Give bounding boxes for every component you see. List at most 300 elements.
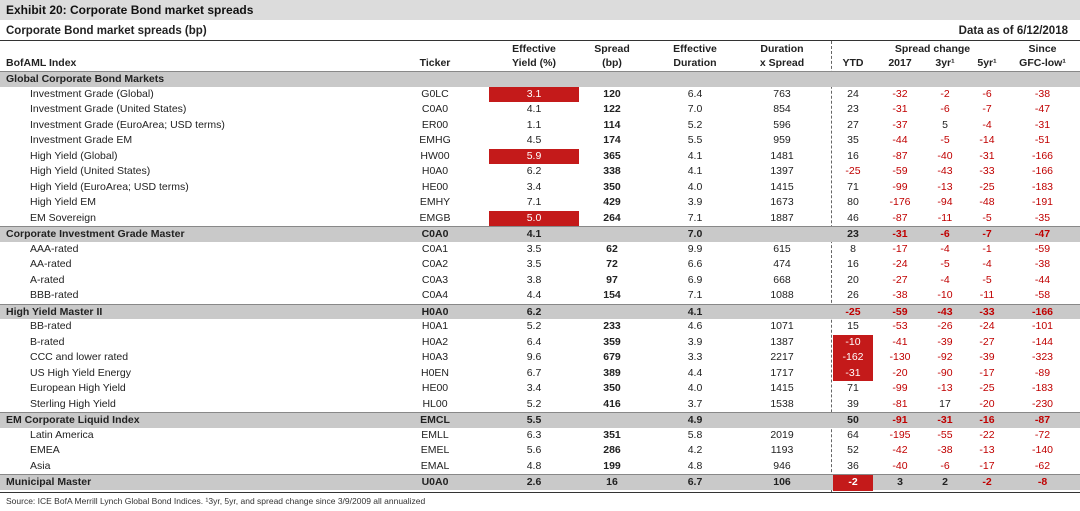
cell-s2017: -27: [892, 273, 908, 286]
cell-s5yr: -39: [979, 351, 995, 363]
header-dxs-line2: x Spread: [759, 57, 805, 69]
cell-s2017: -81: [892, 397, 908, 410]
cell-duration: 5.8: [687, 428, 703, 441]
cell-spread: [580, 227, 644, 243]
cell-yield: 4.1: [526, 103, 542, 115]
cell-s3yr: -39: [937, 335, 953, 348]
cell-duration: 4.1: [687, 305, 703, 318]
cell-spread: 264: [603, 211, 621, 224]
cell-name: A-rated: [30, 273, 65, 286]
cell-name: Investment Grade EM: [30, 134, 133, 146]
table-row: [0, 335, 1080, 351]
table-row: [0, 180, 1080, 196]
cell-s2017: -99: [892, 180, 908, 193]
cell-ytd: 52: [847, 444, 859, 456]
cell-ytd: 23: [847, 103, 859, 115]
cell-name: High Yield EM: [30, 196, 96, 208]
cell-name: Investment Grade (EuroArea; USD terms): [30, 118, 225, 131]
cell-s3yr: [925, 72, 965, 88]
cell-ticker: H0A0: [421, 305, 449, 318]
cell-ytd: 80: [847, 196, 859, 208]
cell-duration: 7.0: [687, 228, 703, 240]
cell-s2017: -17: [892, 242, 908, 255]
cell-dxs: [740, 227, 824, 243]
cell-gfc: -35: [1034, 211, 1051, 224]
cell-name: BB-rated: [30, 320, 72, 332]
cell-yield: 5.0: [489, 211, 579, 227]
header-index: BofAML Index: [6, 57, 77, 69]
cell-s2017: -87: [892, 211, 908, 224]
header-yield-line2: Yield (%): [512, 57, 556, 69]
cell-ticker: C0A3: [421, 273, 449, 286]
cell-duration: 6.9: [687, 273, 703, 286]
cell-ytd: 39: [847, 397, 859, 410]
cell-gfc: -38: [1034, 258, 1051, 270]
cell-ytd: -10: [833, 335, 873, 351]
cell-s3yr: 2: [942, 476, 948, 488]
cell-gfc: -62: [1034, 459, 1051, 472]
cell-spread: 429: [603, 196, 621, 208]
header-spread-line1: Spread: [594, 43, 630, 55]
cell-ticker: ER00: [421, 118, 449, 131]
cell-s3yr: -4: [940, 242, 950, 255]
cell-duration: 5.2: [687, 118, 703, 131]
cell-yield: [489, 72, 579, 88]
header-ytd: YTD: [842, 57, 864, 69]
cell-yield: 7.1: [526, 196, 542, 208]
cell-s3yr: -10: [937, 289, 953, 301]
cell-s2017: -42: [892, 444, 908, 456]
cell-ticker: EMHG: [419, 134, 451, 146]
cell-spread: 233: [603, 320, 621, 332]
cell-duration: 4.0: [687, 180, 703, 193]
table-row: [0, 428, 1080, 444]
cell-duration: 4.1: [687, 165, 703, 177]
cell-gfc: -166: [1031, 165, 1053, 177]
cell-s3yr: -90: [937, 366, 953, 379]
cell-dxs: 763: [773, 87, 791, 100]
cell-ticker: HE00: [421, 382, 449, 394]
section-row: [0, 71, 1080, 87]
cell-s5yr: -33: [979, 305, 995, 318]
cell-ticker: HL00: [422, 397, 448, 410]
cell-s3yr: -43: [937, 165, 953, 177]
cell-s3yr: 17: [939, 397, 951, 410]
cell-duration: 6.6: [687, 258, 703, 270]
cell-gfc: -140: [1031, 444, 1053, 456]
cell-ytd: 15: [847, 320, 859, 332]
cell-spread: 16: [606, 476, 618, 488]
source-note: Source: ICE BofA Merrill Lynch Global Bond Indices. ¹3yr, 5yr, and spread change since 3/9/2009 all annualized: [6, 496, 426, 506]
cell-s5yr: -7: [982, 228, 992, 240]
cell-dxs: [740, 305, 824, 321]
cell-name: BBB-rated: [30, 289, 79, 301]
cell-yield: 5.5: [526, 414, 542, 426]
header-since-line2: GFC-low¹: [1019, 57, 1066, 69]
cell-dxs: 2217: [770, 351, 794, 363]
header-yield-line1: Effective: [512, 43, 556, 55]
cell-ytd: 71: [847, 180, 859, 193]
cell-dxs: 596: [773, 118, 791, 131]
cell-dxs: 1387: [770, 335, 794, 348]
cell-dxs: 1071: [770, 320, 794, 332]
cell-s2017: [878, 72, 922, 88]
cell-s2017: -59: [892, 305, 908, 318]
cell-ticker: H0A2: [421, 335, 449, 348]
cell-duration: 4.8: [687, 459, 703, 472]
cell-duration: 7.1: [687, 289, 703, 301]
cell-s3yr: -43: [937, 305, 953, 318]
cell-s5yr: -25: [979, 382, 995, 394]
cell-duration: [650, 72, 740, 88]
cell-s5yr: -17: [979, 366, 995, 379]
cell-dxs: 1673: [770, 196, 794, 208]
cell-gfc: -101: [1031, 320, 1053, 332]
cell-ticker: H0A1: [421, 320, 449, 332]
cell-duration: 3.3: [687, 351, 703, 363]
cell-yield: 5.2: [526, 320, 542, 332]
cell-spread: 351: [603, 428, 621, 441]
cell-duration: 3.7: [687, 397, 703, 410]
cell-s5yr: -4: [982, 258, 992, 270]
cell-dxs: [740, 413, 824, 429]
cell-name: Municipal Master: [6, 476, 92, 488]
cell-spread: 350: [603, 180, 621, 193]
cell-spread: 389: [603, 366, 621, 379]
cell-s2017: -195: [889, 428, 911, 441]
cell-gfc: -89: [1034, 366, 1051, 379]
cell-duration: 4.1: [687, 149, 703, 162]
cell-name: EM Corporate Liquid Index: [6, 414, 140, 426]
cell-gfc: -38: [1034, 87, 1051, 100]
cell-s3yr: 5: [942, 118, 948, 131]
cell-yield: 3.1: [489, 87, 579, 103]
cell-gfc: -183: [1031, 382, 1053, 394]
cell-s5yr: -48: [979, 196, 995, 208]
section-row: [0, 412, 1080, 428]
header-since-line1: Since: [1028, 43, 1057, 55]
cell-s3yr: -94: [937, 196, 953, 208]
cell-s5yr: -31: [979, 149, 995, 162]
cell-s2017: -31: [892, 228, 908, 240]
cell-name: Asia: [30, 459, 51, 472]
cell-s5yr: -33: [979, 165, 995, 177]
cell-gfc: -47: [1034, 103, 1051, 115]
cell-s2017: -20: [892, 366, 908, 379]
cell-s2017: -176: [889, 196, 911, 208]
cell-duration: 9.9: [687, 242, 703, 255]
cell-yield: 4.1: [526, 228, 542, 240]
cell-ticker: H0EN: [420, 366, 449, 379]
cell-duration: 4.0: [687, 382, 703, 394]
cell-duration: 4.6: [687, 320, 703, 332]
cell-dxs: 2019: [770, 428, 794, 441]
cell-s3yr: -13: [937, 180, 953, 193]
cell-s3yr: -92: [937, 351, 953, 363]
cell-ticker: HW00: [420, 149, 450, 162]
cell-ticker: EMAL: [420, 459, 450, 472]
cell-yield: 4.5: [526, 134, 542, 146]
cell-s2017: -59: [892, 165, 908, 177]
cell-gfc: -72: [1034, 428, 1051, 441]
cell-duration: 4.4: [687, 366, 703, 379]
cell-ytd: 71: [847, 382, 859, 394]
cell-yield: 1.1: [526, 118, 542, 131]
table-subtitle: Corporate Bond market spreads (bp): [6, 25, 207, 37]
cell-yield: 5.2: [526, 397, 542, 410]
cell-s5yr: -4: [982, 118, 992, 131]
cell-name: Global Corporate Bond Markets: [6, 73, 165, 85]
header-spread-line2: (bp): [602, 57, 622, 69]
cell-ytd: 50: [847, 414, 859, 426]
cell-dxs: 106: [773, 476, 791, 488]
table-row: [0, 397, 1080, 413]
cell-name: High Yield (Global): [30, 149, 118, 162]
table-title-bar: [0, 23, 1080, 41]
header-ticker: Ticker: [419, 57, 451, 69]
cell-s2017: -53: [892, 320, 908, 332]
table-row: [0, 211, 1080, 227]
table-row: [0, 288, 1080, 304]
cell-gfc: -144: [1031, 335, 1053, 348]
cell-spread: 72: [606, 258, 618, 270]
header-dxs-line1: Duration: [760, 43, 804, 55]
cell-name: CCC and lower rated: [30, 351, 129, 363]
cell-gfc: -51: [1034, 134, 1051, 146]
cell-name: Corporate Investment Grade Master: [6, 228, 185, 240]
cell-ytd: 35: [847, 134, 859, 146]
cell-s5yr: -13: [979, 444, 995, 456]
cell-name: Sterling High Yield: [30, 397, 116, 410]
cell-spread: 154: [603, 289, 621, 301]
cell-gfc: -47: [1034, 228, 1051, 240]
table-row: [0, 133, 1080, 149]
table-row: [0, 381, 1080, 397]
cell-s5yr: -5: [982, 273, 992, 286]
cell-name: European High Yield: [30, 382, 126, 394]
cell-duration: 6.4: [687, 87, 703, 100]
cell-ytd: 26: [847, 289, 859, 301]
cell-name: Investment Grade (Global): [30, 87, 154, 100]
cell-s5yr: -25: [979, 180, 995, 193]
cell-yield: 5.9: [489, 149, 579, 165]
cell-dxs: 1538: [770, 397, 794, 410]
cell-s5yr: -5: [982, 211, 992, 224]
cell-dxs: 668: [773, 273, 791, 286]
cell-s5yr: -27: [979, 335, 995, 348]
cell-dxs: 1717: [770, 366, 794, 379]
cell-ytd: 16: [847, 149, 859, 162]
section-row: [0, 474, 1080, 490]
cell-s2017: -32: [892, 87, 908, 100]
header-duration-line1: Effective: [673, 43, 717, 55]
table-row: [0, 118, 1080, 134]
table-row: [0, 257, 1080, 273]
cell-s2017: -91: [892, 414, 908, 426]
cell-duration: 4.2: [687, 444, 703, 456]
as-of-date: Data as of 6/12/2018: [958, 25, 1068, 37]
table-row: [0, 242, 1080, 258]
table-row: [0, 443, 1080, 459]
cell-s3yr: -2: [940, 87, 950, 100]
cell-dxs: 1193: [770, 444, 794, 456]
cell-s2017: -37: [892, 118, 908, 131]
cell-ytd: 36: [847, 459, 859, 472]
cell-s5yr: -1: [982, 242, 992, 255]
cell-name: EMEA: [30, 444, 60, 456]
header-2017: 2017: [888, 57, 912, 69]
table-row: [0, 149, 1080, 165]
cell-dxs: [740, 72, 824, 88]
cell-yield: 9.6: [526, 351, 542, 363]
cell-ytd: -2: [833, 475, 873, 491]
cell-s3yr: -6: [940, 103, 950, 115]
cell-spread: [580, 413, 644, 429]
cell-s2017: -24: [892, 258, 908, 270]
cell-spread: 174: [603, 134, 621, 146]
cell-ticker: U0A0: [421, 476, 449, 488]
cell-ytd: [833, 72, 873, 88]
cell-gfc: [1015, 72, 1070, 88]
cell-gfc: -323: [1031, 351, 1053, 363]
cell-yield: 3.4: [526, 180, 542, 193]
cell-spread: 338: [603, 165, 621, 177]
cell-name: AAA-rated: [30, 242, 79, 255]
cell-s3yr: -5: [940, 258, 950, 270]
cell-ytd: 24: [847, 87, 859, 100]
cell-gfc: -230: [1031, 397, 1053, 410]
table-row: [0, 366, 1080, 382]
cell-spread: 62: [606, 242, 618, 255]
cell-ytd: 8: [850, 242, 856, 255]
cell-gfc: -44: [1034, 273, 1051, 286]
cell-spread: [580, 72, 644, 88]
table-row: [0, 87, 1080, 103]
cell-ytd: 27: [847, 118, 859, 131]
table-bottom-rule: [0, 492, 1080, 493]
cell-gfc: -58: [1034, 289, 1051, 301]
cell-s3yr: -55: [937, 428, 953, 441]
cell-yield: 3.5: [526, 242, 542, 255]
cell-ticker: C0A1: [421, 242, 449, 255]
cell-gfc: -87: [1034, 414, 1051, 426]
cell-yield: 6.7: [526, 366, 542, 379]
cell-s5yr: -22: [979, 428, 995, 441]
cell-ticker: EMLL: [421, 428, 449, 441]
cell-spread: 679: [603, 351, 621, 363]
spreads-table: [0, 71, 1080, 490]
cell-spread: 199: [603, 459, 621, 472]
cell-duration: 3.9: [687, 335, 703, 348]
cell-yield: 4.4: [526, 289, 542, 301]
cell-spread: 120: [603, 87, 621, 100]
cell-s3yr: -40: [937, 149, 953, 162]
cell-ticker: EMHY: [419, 196, 451, 208]
cell-ytd: 20: [847, 273, 859, 286]
cell-ticker: C0A4: [421, 289, 449, 301]
cell-yield: 3.4: [526, 382, 542, 394]
cell-duration: 4.9: [687, 414, 703, 426]
cell-ytd: 64: [847, 428, 859, 441]
cell-spread: [580, 305, 644, 321]
cell-s5yr: -17: [979, 459, 995, 472]
cell-duration: 6.7: [687, 476, 703, 488]
cell-dxs: 946: [773, 459, 791, 472]
cell-yield: 6.3: [526, 428, 542, 441]
cell-s2017: -38: [892, 289, 908, 301]
cell-ytd: 46: [847, 211, 859, 224]
cell-gfc: -191: [1031, 196, 1053, 208]
header-3yr: 3yr¹: [935, 57, 955, 69]
cell-dxs: 474: [773, 258, 791, 270]
cell-dxs: 1481: [770, 149, 794, 162]
cell-s5yr: -24: [979, 320, 995, 332]
section-row: [0, 304, 1080, 320]
cell-s2017: -99: [892, 382, 908, 394]
cell-gfc: -31: [1034, 118, 1051, 131]
cell-ticker: H0A3: [421, 351, 449, 363]
cell-s2017: -44: [892, 134, 908, 146]
cell-dxs: 615: [773, 242, 791, 255]
table-row: [0, 102, 1080, 118]
cell-yield: 6.4: [526, 335, 542, 348]
cell-s3yr: -11: [937, 211, 953, 224]
cell-dxs: 1088: [770, 289, 794, 301]
cell-name: AA-rated: [30, 258, 72, 270]
cell-spread: 114: [603, 118, 621, 131]
cell-ticker: C0A0: [421, 228, 449, 240]
exhibit-title: Exhibit 20: Corporate Bond market spreads: [0, 0, 1080, 20]
cell-yield: 3.5: [526, 258, 542, 270]
cell-yield: 6.2: [526, 305, 542, 318]
cell-s5yr: -7: [982, 103, 992, 115]
cell-yield: 6.2: [526, 165, 542, 177]
cell-s3yr: -4: [940, 273, 950, 286]
cell-s3yr: -26: [937, 320, 953, 332]
cell-ytd: 23: [847, 228, 859, 240]
cell-ticker: EMEL: [420, 444, 450, 456]
cell-s2017: -130: [889, 351, 911, 363]
cell-duration: 7.1: [687, 211, 703, 224]
cell-ticker: EMGB: [419, 211, 451, 224]
cell-dxs: 1887: [770, 211, 794, 224]
cell-name: Latin America: [30, 428, 94, 441]
cell-gfc: -166: [1031, 305, 1053, 318]
cell-s3yr: -6: [940, 459, 950, 472]
cell-s2017: -87: [892, 149, 908, 162]
cell-ytd: 16: [847, 258, 859, 270]
cell-dxs: 1415: [770, 382, 794, 394]
cell-s5yr: [965, 72, 1009, 88]
table-row: [0, 273, 1080, 289]
cell-s5yr: -16: [979, 414, 995, 426]
cell-yield: 5.6: [526, 444, 542, 456]
cell-ytd: -31: [833, 366, 873, 382]
cell-ticker: H0A0: [421, 165, 449, 177]
cell-s5yr: -20: [979, 397, 995, 410]
cell-spread: 365: [603, 149, 621, 162]
cell-duration: 3.9: [687, 196, 703, 208]
cell-ticker: C0A2: [421, 258, 449, 270]
cell-ticker: EMCL: [420, 414, 450, 426]
cell-s3yr: -5: [940, 134, 950, 146]
cell-dxs: 959: [773, 134, 791, 146]
cell-spread: 286: [603, 444, 621, 456]
cell-dxs: 1415: [770, 180, 794, 193]
cell-ticker: G0LC: [421, 87, 449, 100]
cell-name: EM Sovereign: [30, 211, 96, 224]
cell-gfc: -8: [1037, 476, 1048, 488]
